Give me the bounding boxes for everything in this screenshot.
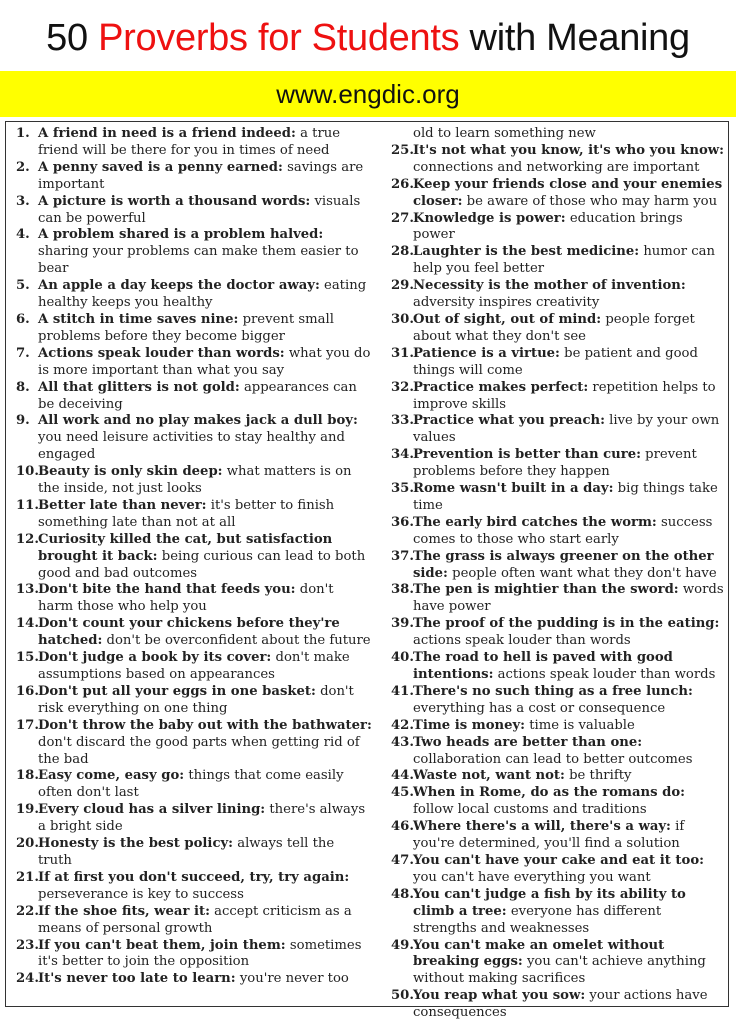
proverb-number: 37. bbox=[391, 548, 414, 564]
proverb-meaning-continuation: old to learn something new bbox=[413, 126, 596, 141]
proverb-item bbox=[391, 988, 727, 1022]
proverb-phrase: Prevention is better than cure: bbox=[413, 447, 641, 463]
title-accent: Proverbs for Students bbox=[98, 17, 460, 59]
proverb-number: 32. bbox=[391, 379, 414, 395]
proverb-meaning: don't be overconfident about the future bbox=[106, 633, 371, 649]
proverb-meaning: you can't have everything you want bbox=[413, 869, 651, 885]
proverb-item bbox=[16, 582, 372, 616]
proverb-item bbox=[391, 853, 727, 887]
proverb-item bbox=[391, 211, 727, 245]
proverb-number: 41. bbox=[391, 683, 414, 699]
proverb-phrase: Necessity is the mother of invention: bbox=[413, 278, 686, 294]
proverb-number: 11. bbox=[16, 497, 39, 513]
proverb-phrase: When in Rome, do as the romans do: bbox=[413, 785, 685, 801]
proverb-item bbox=[16, 160, 372, 194]
proverb-phrase: Keep your friends close and your enemies closer: bbox=[413, 176, 723, 209]
proverb-phrase: Don't count your chickens before they're hatched: bbox=[38, 616, 340, 649]
proverb-phrase: If the shoe fits, wear it: bbox=[38, 903, 210, 919]
proverb-phrase: A penny saved is a penny earned: bbox=[38, 159, 283, 175]
proverb-phrase: Where there's a will, there's a way: bbox=[413, 819, 671, 835]
proverb-phrase: Practice what you preach: bbox=[413, 413, 605, 429]
proverb-phrase: Time is money: bbox=[413, 717, 526, 733]
proverb-phrase: Actions speak louder than words: bbox=[38, 345, 285, 361]
proverb-meaning: accept criticism as a means of personal growth bbox=[38, 903, 352, 936]
proverb-phrase: The grass is always greener on the other side: bbox=[413, 548, 714, 581]
proverb-phrase: A problem shared is a problem halved: bbox=[38, 227, 324, 243]
proverb-number: 29. bbox=[391, 278, 414, 294]
proverb-number: 44. bbox=[391, 768, 414, 784]
proverb-number: 48. bbox=[391, 886, 414, 902]
proverb-phrase: Honesty is the best policy: bbox=[38, 836, 234, 852]
proverb-item bbox=[391, 650, 727, 684]
proverb-number: 20. bbox=[16, 836, 39, 852]
proverb-number: 6. bbox=[16, 311, 30, 327]
proverb-meaning: what matters is on the inside, not just looks bbox=[38, 464, 352, 497]
proverb-item bbox=[391, 718, 727, 735]
proverb-number: 19. bbox=[16, 802, 39, 818]
proverb-item bbox=[16, 904, 372, 938]
proverb-meaning: you can't achieve anything without making sacrifices bbox=[413, 954, 706, 987]
proverb-number: 26. bbox=[391, 176, 414, 192]
proverb-number: 9. bbox=[16, 413, 30, 429]
proverb-meaning: what you do is more important than what you say bbox=[38, 345, 371, 378]
proverb-meaning: being curious can lead to both good and bad outcomes bbox=[38, 548, 366, 581]
proverb-number: 17. bbox=[16, 717, 39, 733]
proverb-phrase: Out of sight, out of mind: bbox=[413, 311, 602, 327]
proverb-item bbox=[391, 785, 727, 819]
proverb-number: 34. bbox=[391, 447, 414, 463]
proverb-meaning: sometimes it's better to join the opposition bbox=[38, 937, 362, 970]
proverb-item bbox=[16, 312, 372, 346]
proverb-phrase: Every cloud has a silver lining: bbox=[38, 802, 266, 818]
proverb-number: 3. bbox=[16, 193, 30, 209]
proverb-meaning: perseverance is key to success bbox=[38, 886, 244, 902]
proverb-phrase: If at first you don't succeed, try, try again: bbox=[38, 869, 350, 885]
proverb-item bbox=[391, 684, 727, 718]
proverb-number: 4. bbox=[16, 227, 30, 243]
proverb-phrase: Patience is a virtue: bbox=[413, 345, 560, 361]
proverb-meaning: humor can help you feel better bbox=[413, 244, 715, 277]
proverb-meaning: you're never too bbox=[239, 971, 349, 987]
proverb-phrase: You can't make an omelet without breaking eggs: bbox=[413, 937, 665, 970]
proverb-item bbox=[16, 413, 372, 464]
proverb-number: 33. bbox=[391, 413, 414, 429]
proverb-number: 25. bbox=[391, 142, 414, 158]
proverb-number: 45. bbox=[391, 785, 414, 801]
proverb-item bbox=[391, 447, 727, 481]
website-banner bbox=[0, 71, 736, 117]
proverb-number: 49. bbox=[391, 937, 414, 953]
proverb-number: 16. bbox=[16, 683, 39, 699]
proverb-item bbox=[16, 768, 372, 802]
proverb-phrase: Beauty is only skin deep: bbox=[38, 464, 223, 480]
website-link[interactable]: www.engdic.org bbox=[276, 79, 460, 109]
proverb-meaning: don't risk everything on one thing bbox=[38, 683, 354, 716]
proverb-meaning: savings are important bbox=[38, 159, 364, 192]
proverb-number: 8. bbox=[16, 379, 30, 395]
proverb-number: 50. bbox=[391, 988, 414, 1004]
proverb-meaning: don't discard the good parts when getting rid of the bad bbox=[38, 734, 360, 767]
proverb-number: 40. bbox=[391, 650, 414, 666]
proverb-item bbox=[16, 278, 372, 312]
proverb-item bbox=[391, 819, 727, 853]
proverb-number: 1. bbox=[16, 126, 30, 141]
proverb-number: 43. bbox=[391, 734, 414, 750]
proverb-meaning: education brings power bbox=[413, 210, 683, 243]
proverb-item bbox=[391, 380, 727, 414]
proverb-phrase: The proof of the pudding is in the eating: bbox=[413, 616, 720, 632]
proverb-meaning: you need leisure activities to stay healthy and engaged bbox=[38, 430, 345, 463]
proverb-item bbox=[391, 549, 727, 583]
proverb-number: 23. bbox=[16, 937, 39, 953]
proverb-item bbox=[391, 346, 727, 380]
proverb-meaning: adversity inspires creativity bbox=[413, 295, 600, 311]
proverb-meaning: everyone has different strengths and weaknesses bbox=[413, 903, 662, 936]
proverb-phrase: Easy come, easy go: bbox=[38, 768, 185, 784]
proverb-meaning: a true friend will be there for you in times of need bbox=[38, 126, 341, 158]
proverb-number: 14. bbox=[16, 616, 39, 632]
proverb-phrase: It's never too late to learn: bbox=[38, 971, 236, 987]
proverb-item bbox=[391, 481, 727, 515]
proverb-phrase: Laughter is the best medicine: bbox=[413, 244, 640, 260]
proverb-item bbox=[391, 887, 727, 938]
proverb-item bbox=[391, 177, 727, 211]
proverb-phrase: If you can't beat them, join them: bbox=[38, 937, 286, 953]
proverb-meaning: people often want what they don't have bbox=[452, 565, 717, 581]
proverb-meaning: words have power bbox=[413, 582, 724, 615]
proverb-number: 21. bbox=[16, 869, 39, 885]
proverb-phrase: A picture is worth a thousand words: bbox=[38, 193, 311, 209]
proverb-meaning: everything has a cost or consequence bbox=[413, 700, 666, 716]
proverb-number: 30. bbox=[391, 311, 414, 327]
proverb-phrase: A stitch in time saves nine: bbox=[38, 311, 239, 327]
proverb-item bbox=[16, 836, 372, 870]
proverb-phrase: Better late than never: bbox=[38, 497, 207, 513]
proverb-item bbox=[16, 194, 372, 228]
proverb-meaning: visuals can be powerful bbox=[38, 193, 361, 226]
proverb-item bbox=[391, 312, 727, 346]
proverb-item bbox=[16, 498, 372, 532]
proverb-item bbox=[16, 227, 372, 278]
proverb-number: 35. bbox=[391, 481, 414, 497]
proverb-number: 31. bbox=[391, 345, 414, 361]
proverb-item bbox=[391, 515, 727, 549]
proverb-meaning: prevent small problems before they become bigger bbox=[38, 311, 334, 344]
proverb-meaning: it's better to finish something late than not at all bbox=[38, 497, 335, 530]
proverb-number: 28. bbox=[391, 244, 414, 260]
proverb-meaning: appearances can be deceiving bbox=[38, 379, 357, 412]
proverb-meaning: sharing your problems can make them easier to bear bbox=[38, 244, 359, 277]
proverb-item bbox=[16, 870, 372, 904]
proverb-phrase: An apple a day keeps the doctor away: bbox=[38, 278, 320, 294]
proverb-meaning: success comes to those who start early bbox=[413, 514, 713, 547]
proverb-number: 27. bbox=[391, 210, 414, 226]
proverb-item bbox=[391, 616, 727, 650]
proverb-meaning: prevent problems before they happen bbox=[413, 447, 697, 480]
proverb-item bbox=[16, 464, 372, 498]
proverb-item bbox=[16, 380, 372, 414]
proverb-meaning: your actions have consequences bbox=[413, 988, 708, 1021]
proverb-phrase: Don't put all your eggs in one basket: bbox=[38, 683, 316, 699]
title-count: 50 bbox=[46, 17, 88, 59]
proverb-phrase: You reap what you sow: bbox=[413, 988, 586, 1004]
proverb-number: 13. bbox=[16, 582, 39, 598]
proverb-phrase: Two heads are better than one: bbox=[413, 734, 643, 750]
proverb-number: 12. bbox=[16, 531, 39, 547]
proverb-number: 24. bbox=[16, 971, 39, 987]
proverb-meaning: be patient and good things will come bbox=[413, 345, 698, 378]
proverb-item bbox=[16, 718, 372, 769]
proverb-phrase: The early bird catches the worm: bbox=[413, 514, 657, 530]
page-title bbox=[0, 14, 736, 62]
proverb-meaning: connections and networking are important bbox=[413, 159, 700, 175]
proverb-number: 5. bbox=[16, 278, 30, 294]
proverb-item bbox=[16, 650, 372, 684]
proverb-meaning: don't harm those who help you bbox=[38, 582, 334, 615]
proverb-meaning: things that come easily often don't last bbox=[38, 768, 344, 801]
proverb-meaning: be aware of those who may harm you bbox=[466, 193, 718, 209]
proverb-item bbox=[16, 126, 372, 160]
proverb-meaning: eating healthy keeps you healthy bbox=[38, 278, 367, 311]
proverb-item bbox=[391, 413, 727, 447]
proverb-item bbox=[391, 244, 727, 278]
proverb-number: 46. bbox=[391, 819, 414, 835]
proverb-number: 7. bbox=[16, 345, 30, 361]
proverb-phrase: All that glitters is not gold: bbox=[38, 379, 240, 395]
proverb-meaning: actions speak louder than words bbox=[413, 633, 631, 649]
proverb-item bbox=[16, 684, 372, 718]
proverb-item bbox=[16, 971, 372, 988]
proverb-number: 36. bbox=[391, 514, 414, 530]
proverb-number: 10. bbox=[16, 464, 39, 480]
proverb-item bbox=[16, 616, 372, 650]
proverb-item bbox=[16, 532, 372, 583]
proverb-phrase: Waste not, want not: bbox=[413, 768, 565, 784]
title-suffix: with Meaning bbox=[469, 17, 690, 59]
proverb-phrase: The road to hell is paved with good intentions: bbox=[413, 650, 673, 682]
proverb-item bbox=[391, 582, 727, 616]
proverb-number: 15. bbox=[16, 650, 39, 666]
proverb-phrase: Knowledge is power: bbox=[413, 210, 566, 226]
proverb-phrase: The pen is mightier than the sword: bbox=[413, 582, 679, 598]
proverb-phrase: Rome wasn't built in a day: bbox=[413, 481, 614, 497]
proverb-number: 47. bbox=[391, 852, 414, 868]
proverb-item bbox=[391, 735, 727, 769]
proverb-phrase: There's no such thing as a free lunch: bbox=[413, 683, 693, 699]
proverb-phrase: All work and no play makes jack a dull boy: bbox=[38, 413, 358, 429]
proverb-phrase: Don't judge a book by its cover: bbox=[38, 650, 272, 666]
proverbs-column-left bbox=[16, 126, 372, 988]
proverbs-column-right bbox=[391, 126, 727, 1022]
proverb-item bbox=[391, 143, 727, 177]
proverb-number: 42. bbox=[391, 717, 414, 733]
proverb-phrase: Practice makes perfect: bbox=[413, 379, 589, 395]
proverb-meaning: always tell the truth bbox=[38, 836, 335, 868]
proverb-number: 39. bbox=[391, 616, 414, 632]
proverb-meaning: don't make assumptions based on appearances bbox=[38, 650, 350, 682]
proverb-phrase: Curiosity killed the cat, but satisfaction brought it back: bbox=[38, 531, 333, 564]
proverb-item bbox=[16, 802, 372, 836]
proverb-phrase: You can't judge a fish by its ability to climb a tree: bbox=[413, 886, 686, 919]
proverb-meaning: live by your own values bbox=[413, 413, 720, 446]
proverb-meaning: if you're determined, you'll find a solution bbox=[413, 819, 685, 852]
proverb-number: 2. bbox=[16, 159, 30, 175]
proverb-phrase: Don't bite the hand that feeds you: bbox=[38, 582, 296, 598]
proverb-meaning: people forget about what they don't see bbox=[413, 311, 695, 344]
proverb-number: 38. bbox=[391, 582, 414, 598]
proverb-item bbox=[391, 278, 727, 312]
proverb-number: 18. bbox=[16, 768, 39, 784]
proverb-phrase: It's not what you know, it's who you know: bbox=[413, 142, 725, 158]
proverb-phrase: Don't throw the baby out with the bathwater: bbox=[38, 717, 372, 733]
proverb-item bbox=[16, 346, 372, 380]
proverb-number: 22. bbox=[16, 903, 39, 919]
proverb-meaning: time is valuable bbox=[529, 717, 635, 733]
proverb-phrase: You can't have your cake and eat it too: bbox=[413, 852, 704, 868]
proverb-item bbox=[391, 938, 727, 989]
proverb-item bbox=[16, 938, 372, 972]
proverb-meaning: be thrifty bbox=[569, 768, 632, 784]
proverb-meaning: big things take time bbox=[413, 481, 718, 513]
proverb-phrase: A friend in need is a friend indeed: bbox=[38, 126, 296, 141]
proverb-meaning: collaboration can lead to better outcomes bbox=[413, 751, 693, 767]
proverb-meaning: there's always a bright side bbox=[38, 802, 366, 835]
proverb-meaning: repetition helps to improve skills bbox=[413, 379, 716, 412]
proverb-meaning: follow local customs and traditions bbox=[413, 802, 647, 818]
proverb-meaning: actions speak louder than words bbox=[497, 667, 716, 682]
proverbs-box bbox=[5, 121, 729, 1021]
proverb-item bbox=[391, 768, 727, 785]
